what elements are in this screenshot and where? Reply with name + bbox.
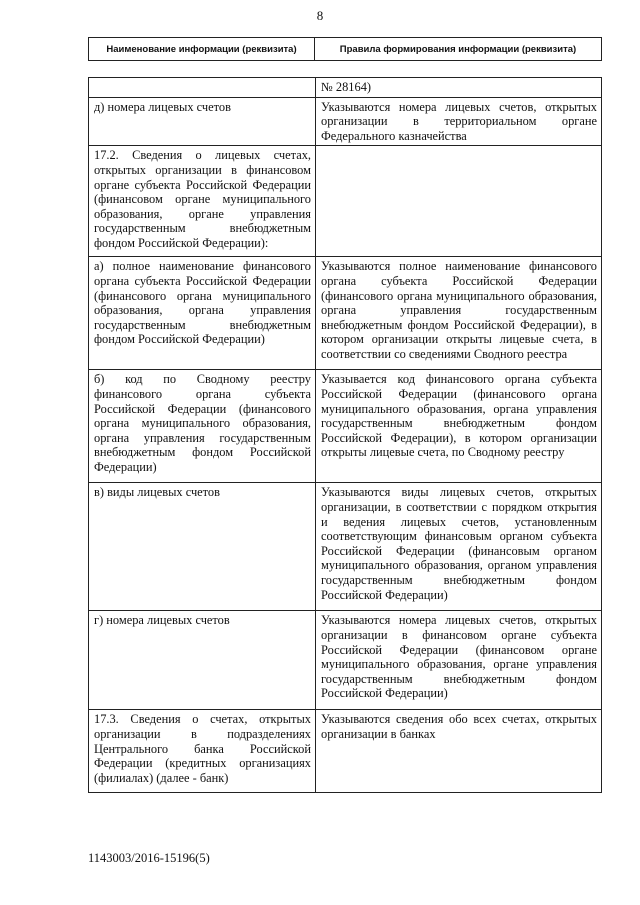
row-name-cell	[89, 78, 316, 98]
table-row	[89, 710, 602, 793]
row-rule-cell: № 28164)	[316, 78, 602, 98]
row-rule-cell	[316, 146, 602, 257]
row-rule-cell: Указываются виды лицевых счетов, открытых организации, в соответствии с порядком открытия и ведения лицевых счетов, установленным соответствующим финансовым органом субъекта Российской Федерации (финансовым органом муниципального образования, органом управления государственным внебюджетным фондом Российской Федерации)	[316, 483, 602, 611]
table-row	[89, 257, 602, 370]
row-name-cell: д) номера лицевых счетов	[89, 97, 316, 146]
requisites-table	[88, 77, 602, 793]
row-name-cell: в) виды лицевых счетов	[89, 483, 316, 611]
header-col-name: Наименование информации (реквизита)	[89, 38, 315, 61]
row-rule-cell: Указывается код финансового органа субъекта Российской Федерации (финансового органа муниципального образования, органа управления государственным внебюджетным фондом Российской Федерации), в котором организации открыты лицевые счета, по Сводному реестру	[316, 370, 602, 483]
header-col-rules: Правила формирования информации (реквизита)	[315, 38, 602, 61]
table-header	[88, 37, 602, 61]
document-number: 1143003/2016-15196(5)	[88, 851, 210, 865]
row-name-cell: б) код по Сводному реестру финансового органа субъекта Российской Федерации (финансового органа муниципального образования, органа управления государственным внебюджетным фондом Российской Федерации)	[89, 370, 316, 483]
row-rule-cell: Указываются сведения обо всех счетах, открытых организации в банках	[316, 710, 602, 793]
table-row	[89, 78, 602, 98]
row-name-cell: 17.2. Сведения о лицевых счетах, открытых организации в финансовом органе субъекта Российской Федерации (финансовом органе муниципального образования, органе управления государственным внебюджетным фондом Российской Федерации):	[89, 146, 316, 257]
row-name-cell: г) номера лицевых счетов	[89, 611, 316, 710]
table-row	[89, 483, 602, 611]
table-row	[89, 370, 602, 483]
row-rule-cell: Указываются номера лицевых счетов, открытых организации в финансовом органе субъекта Российской Федерации (финансовом органе муниципального образования, органе управления государственным внебюджетным фондом Российской Федерации)	[316, 611, 602, 710]
row-rule-cell: Указываются номера лицевых счетов, открытых организации в территориальном органе Федерального казначейства	[316, 97, 602, 146]
row-rule-cell: Указываются полное наименование финансового органа субъекта Российской Федерации (финансового органа муниципального образования, органа управления государственным внебюджетным фондом Российской Федерации), в котором организации открыты лицевые счета, в соответствии со сведениями Сводного реестра	[316, 257, 602, 370]
table-row	[89, 97, 602, 146]
page-number: 8	[316, 8, 324, 23]
table-row	[89, 146, 602, 257]
table-row	[89, 611, 602, 710]
row-name-cell: а) полное наименование финансового органа субъекта Российской Федерации (финансового органа муниципального образования, органа управления государственным внебюджетным фондом Российской Федерации)	[89, 257, 316, 370]
row-name-cell: 17.3. Сведения о счетах, открытых организации в подразделениях Центрального банка Российской Федерации (кредитных организациях (филиалах) (далее - банк)	[89, 710, 316, 793]
